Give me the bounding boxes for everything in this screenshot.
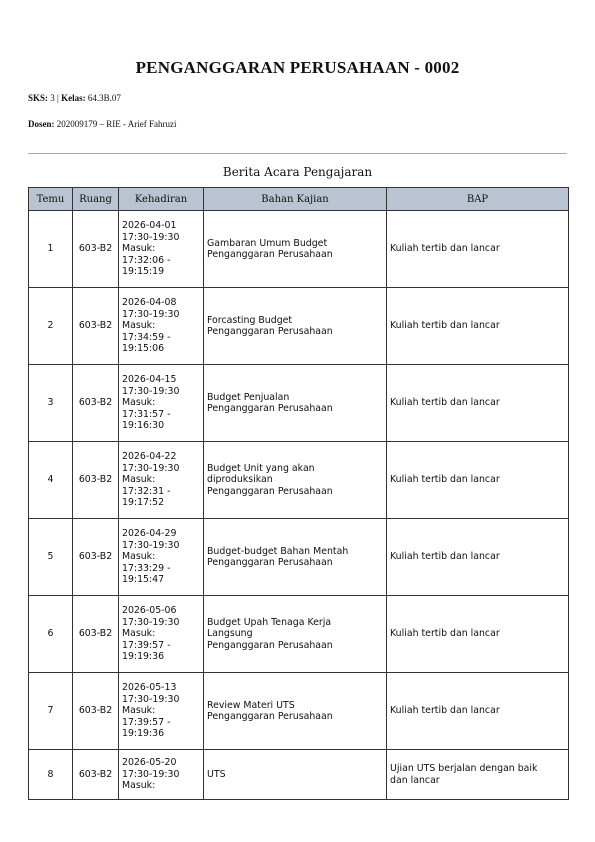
cell-bahan-kajian: Budget Unit yang akan diproduksikan Penganggaran Perusahaan xyxy=(204,442,387,519)
table-row xyxy=(29,442,569,519)
table-row xyxy=(29,365,569,442)
lecturer-meta xyxy=(28,119,176,129)
column-header-bap: BAP xyxy=(387,188,569,211)
cell-temu: 4 xyxy=(29,442,73,519)
cell-temu: 3 xyxy=(29,365,73,442)
cell-ruang: 603-B2 xyxy=(73,365,119,442)
cell-ruang: 603-B2 xyxy=(73,596,119,673)
cell-bap: Kuliah tertib dan lancar xyxy=(387,673,569,750)
section-title: Berita Acara Pengajaran xyxy=(222,165,373,179)
cell-bahan-kajian: Budget-budget Bahan Mentah Penganggaran Perusahaan xyxy=(204,519,387,596)
cell-bap: Kuliah tertib dan lancar xyxy=(387,519,569,596)
cell-ruang: 603-B2 xyxy=(73,288,119,365)
cell-bahan-kajian: Budget Penjualan Penganggaran Perusahaan xyxy=(204,365,387,442)
table-header-row xyxy=(29,188,569,211)
table-row xyxy=(29,211,569,288)
dosen-label: Dosen: xyxy=(28,119,55,129)
cell-kehadiran: 2026-05-13 17:30-19:30 Masuk: 17:39:57 - 19:19:36 xyxy=(119,673,204,750)
cell-bap: Kuliah tertib dan lancar xyxy=(387,365,569,442)
cell-bahan-kajian: UTS xyxy=(204,750,387,800)
teaching-report-table xyxy=(28,187,569,800)
cell-kehadiran: 2026-05-20 17:30-19:30 Masuk: xyxy=(119,750,204,800)
cell-bap: Kuliah tertib dan lancar xyxy=(387,596,569,673)
cell-bahan-kajian: Gambaran Umum Budget Penganggaran Perusahaan xyxy=(204,211,387,288)
cell-ruang: 603-B2 xyxy=(73,519,119,596)
kelas-label: Kelas: xyxy=(61,93,86,103)
cell-bap: Kuliah tertib dan lancar xyxy=(387,288,569,365)
cell-kehadiran: 2026-04-22 17:30-19:30 Masuk: 17:32:31 - 19:17:52 xyxy=(119,442,204,519)
cell-bahan-kajian: Budget Upah Tenaga Kerja Langsung Penganggaran Perusahaan xyxy=(204,596,387,673)
divider xyxy=(28,153,567,154)
cell-ruang: 603-B2 xyxy=(73,673,119,750)
cell-kehadiran: 2026-04-08 17:30-19:30 Masuk: 17:34:59 - 19:15:06 xyxy=(119,288,204,365)
column-header-bahan-kajian: Bahan Kajian xyxy=(204,188,387,211)
cell-ruang: 603-B2 xyxy=(73,442,119,519)
cell-temu: 8 xyxy=(29,750,73,800)
cell-bap: Ujian UTS berjalan dengan baik dan lancar xyxy=(387,750,569,800)
sks-value: 3 xyxy=(50,93,55,103)
dosen-value: 202009179 – RIE - Arief Fahruzi xyxy=(56,119,177,129)
cell-bap: Kuliah tertib dan lancar xyxy=(387,211,569,288)
cell-temu: 1 xyxy=(29,211,73,288)
course-title: PENGANGGARAN PERUSAHAAN - 0002 xyxy=(135,58,460,77)
cell-bahan-kajian: Forcasting Budget Penganggaran Perusahaan xyxy=(204,288,387,365)
cell-temu: 7 xyxy=(29,673,73,750)
cell-ruang: 603-B2 xyxy=(73,211,119,288)
column-header-kehadiran: Kehadiran xyxy=(119,188,204,211)
cell-kehadiran: 2026-04-01 17:30-19:30 Masuk: 17:32:06 - 19:15:19 xyxy=(119,211,204,288)
cell-kehadiran: 2026-05-06 17:30-19:30 Masuk: 17:39:57 - 19:19:36 xyxy=(119,596,204,673)
table-row xyxy=(29,288,569,365)
course-meta: SKS: 3 | Kelas: 64.3B.07 xyxy=(28,93,121,103)
cell-temu: 5 xyxy=(29,519,73,596)
column-header-temu: Temu xyxy=(29,188,73,211)
sks-label: SKS: xyxy=(28,93,49,103)
column-header-ruang: Ruang xyxy=(73,188,119,211)
table-row xyxy=(29,673,569,750)
cell-bap: Kuliah tertib dan lancar xyxy=(387,442,569,519)
cell-ruang: 603-B2 xyxy=(73,750,119,800)
kelas-value: 64.3B.07 xyxy=(87,93,121,103)
cell-kehadiran: 2026-04-29 17:30-19:30 Masuk: 17:33:29 - 19:15:47 xyxy=(119,519,204,596)
table-row xyxy=(29,750,569,800)
cell-temu: 2 xyxy=(29,288,73,365)
cell-bahan-kajian: Review Materi UTS Penganggaran Perusahaan xyxy=(204,673,387,750)
cell-temu: 6 xyxy=(29,596,73,673)
table-row xyxy=(29,519,569,596)
table-row xyxy=(29,596,569,673)
cell-kehadiran: 2026-04-15 17:30-19:30 Masuk: 17:31:57 - 19:16:30 xyxy=(119,365,204,442)
